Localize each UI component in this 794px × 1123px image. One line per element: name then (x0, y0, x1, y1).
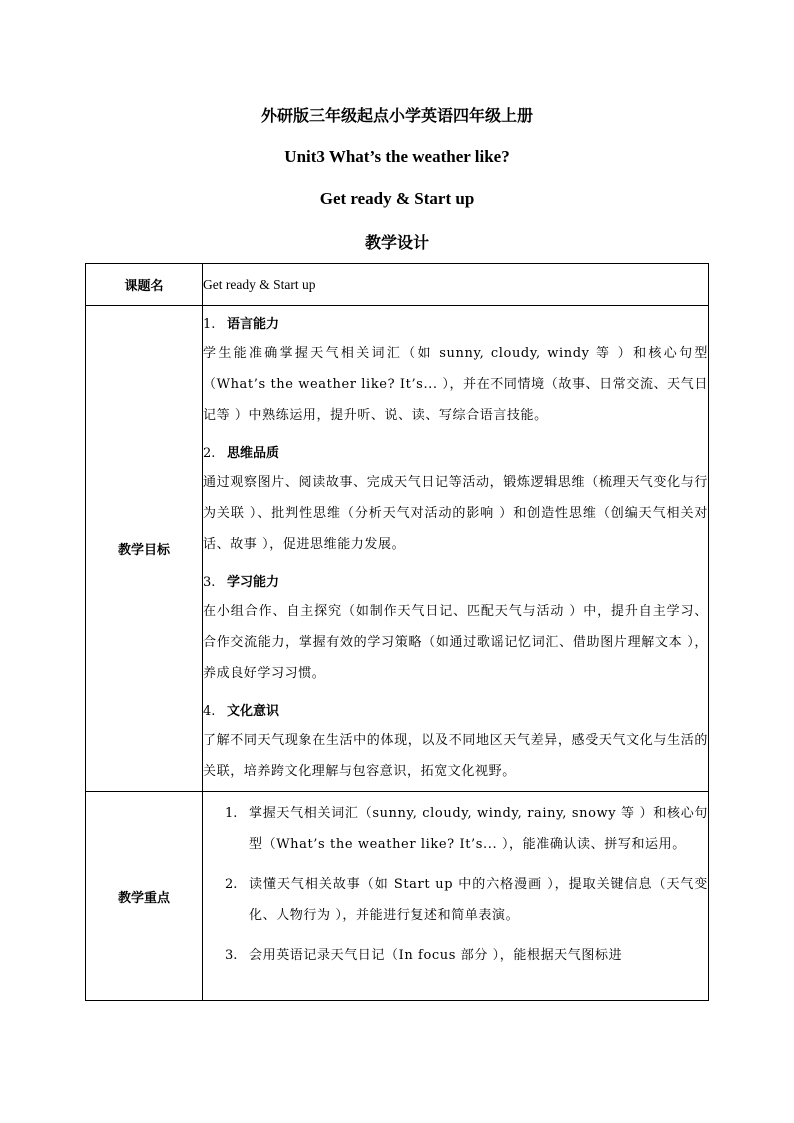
objectives-label: 教学目标 (86, 306, 203, 792)
objective-item (203, 564, 708, 693)
objective-heading: 语言能力 (227, 317, 280, 332)
objective-heading: 文化意识 (227, 704, 280, 719)
objective-text: 了解不同天气现象在生活中的体现，以及不同地区天气差异，感受天气文化与生活的关联，培养跨文化理解与包容意识，拓宽文化视野。 (203, 733, 708, 779)
design-title: 教学设计 (364, 233, 429, 252)
objective-text: 学生能准确掌握天气相关词汇（如 sunny, cloudy, windy 等 ）和核心句型（What’s the weather like? It’s... ），并在不同情境（故事、日常交流、天气日记等 ）中熟练运用，提升听、说、读、写综合语言技能。 (203, 346, 708, 423)
objective-item (203, 693, 708, 791)
lesson-plan-table (85, 263, 709, 1001)
key-point-item (203, 869, 708, 931)
objective-heading: 思维品质 (227, 446, 280, 461)
document-title: 外研版三年级起点小学英语四年级上册 (260, 106, 533, 125)
key-point-number: 3. (225, 948, 238, 963)
objective-text: 通过观察图片、阅读故事、完成天气日记等活动，锻炼逻辑思维（梳理天气变化与行为关联 ）、批判性思维（分析天气对活动的影响 ）和创造性思维（创编天气相关对话、故事 ），促进思维能力发展。 (203, 475, 708, 552)
objective-number: 3. (203, 575, 216, 590)
objective-number: 4. (203, 704, 216, 719)
key-point-text: 读懂天气相关故事（如 Start up 中的六格漫画 ），提取关键信息（天气变化、人物行为 ），并能进行复述和简单表演。 (249, 877, 708, 923)
objectives-cell (203, 306, 709, 792)
key-point-number: 1. (225, 806, 238, 821)
key-point-item (203, 798, 708, 860)
objective-item (203, 435, 708, 564)
table-row-objectives (86, 306, 709, 792)
objective-number: 1. (203, 317, 216, 332)
lesson-title: Get ready & Start up (319, 189, 475, 208)
topic-label: 课题名 (86, 264, 203, 306)
objective-text: 在小组合作、自主探究（如制作天气日记、匹配天气与活动 ）中，提升自主学习、合作交流能力，掌握有效的学习策略（如通过歌谣记忆词汇、借助图片理解文本 ），养成良好学习习惯。 (203, 604, 708, 681)
table-row-topic (86, 264, 709, 306)
key-point-text: 会用英语记录天气日记（In focus 部分 ），能根据天气图标进 (249, 948, 623, 963)
key-point-text: 掌握天气相关词汇（sunny, cloudy, windy, rainy, snowy 等 ）和核心句型（What’s the weather like? It’s... ），能准确认读、拼写和运用。 (249, 806, 708, 852)
key-points-cell (203, 792, 709, 1001)
objective-number: 2. (203, 446, 216, 461)
topic-value: Get ready & Start up (203, 264, 709, 306)
objective-item (203, 306, 708, 435)
unit-title: Unit3 What’s the weather like? (284, 147, 510, 166)
key-point-number: 2. (225, 877, 238, 892)
table-row-key-points (86, 792, 709, 1001)
key-points-label: 教学重点 (86, 792, 203, 1001)
key-point-item (203, 940, 708, 971)
objective-heading: 学习能力 (227, 575, 280, 590)
